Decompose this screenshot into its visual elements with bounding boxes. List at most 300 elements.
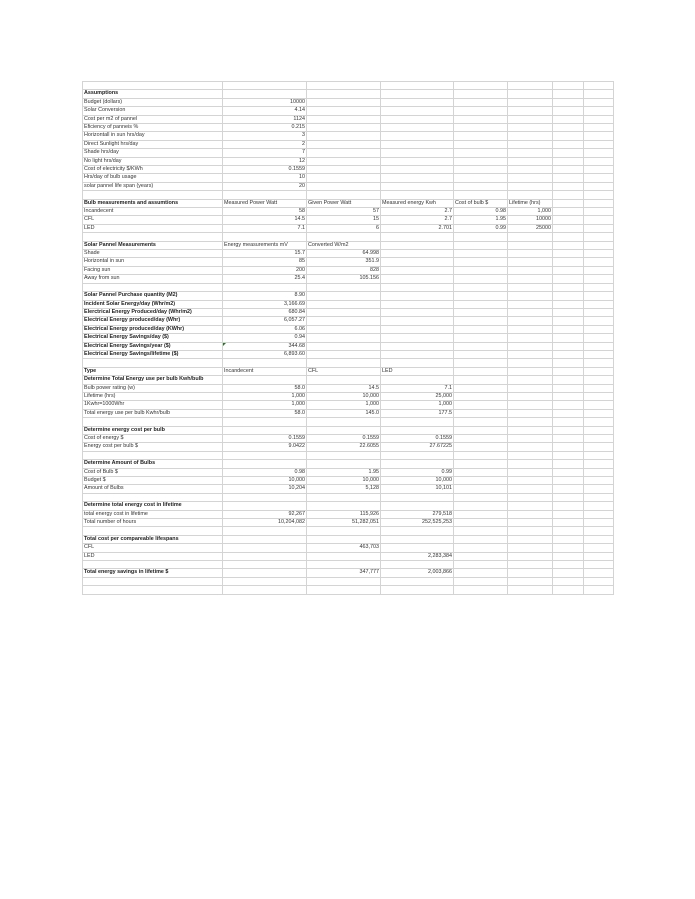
value-cell[interactable]: [584, 409, 614, 417]
value-cell[interactable]: [454, 317, 508, 325]
value-cell[interactable]: 57: [307, 208, 381, 216]
value-cell[interactable]: [454, 342, 508, 350]
value-cell[interactable]: [307, 586, 381, 594]
row-label-cell[interactable]: Electrical Energy produced/day (KWhr): [83, 325, 223, 333]
row-label-cell[interactable]: Horizontall in sun hrs/day: [83, 132, 223, 140]
value-cell[interactable]: 51,282,051: [307, 519, 381, 527]
row-label-cell[interactable]: Incident Solar Energy/day (Whr/m2): [83, 300, 223, 308]
value-cell[interactable]: [553, 182, 584, 190]
value-cell[interactable]: [584, 577, 614, 585]
value-cell[interactable]: 0.94: [223, 334, 307, 342]
value-cell[interactable]: [381, 317, 454, 325]
value-cell[interactable]: [307, 359, 381, 367]
value-cell[interactable]: [553, 519, 584, 527]
value-cell[interactable]: [223, 376, 307, 384]
value-cell[interactable]: [584, 115, 614, 123]
row-label-cell[interactable]: [83, 493, 223, 501]
value-cell[interactable]: [223, 552, 307, 560]
value-cell[interactable]: [454, 90, 508, 98]
value-cell[interactable]: Incandecent: [223, 367, 307, 375]
value-cell[interactable]: [454, 308, 508, 316]
value-cell[interactable]: [508, 376, 553, 384]
value-cell[interactable]: [381, 300, 454, 308]
value-cell[interactable]: 7.1: [381, 384, 454, 392]
value-cell[interactable]: [584, 199, 614, 207]
value-cell[interactable]: [553, 149, 584, 157]
value-cell[interactable]: [307, 376, 381, 384]
value-cell[interactable]: [223, 418, 307, 426]
value-cell[interactable]: [508, 149, 553, 157]
value-cell[interactable]: Lifetime (hrs): [508, 199, 553, 207]
value-cell[interactable]: [381, 561, 454, 569]
value-cell[interactable]: [307, 577, 381, 585]
value-cell[interactable]: 0.99: [381, 468, 454, 476]
value-cell[interactable]: [381, 166, 454, 174]
value-cell[interactable]: [584, 510, 614, 518]
value-cell[interactable]: [381, 577, 454, 585]
value-cell[interactable]: [508, 124, 553, 132]
value-cell[interactable]: [553, 174, 584, 182]
value-cell[interactable]: [553, 451, 584, 459]
value-cell[interactable]: [307, 174, 381, 182]
value-cell[interactable]: [508, 418, 553, 426]
value-cell[interactable]: [381, 182, 454, 190]
value-cell[interactable]: [454, 124, 508, 132]
value-cell[interactable]: [381, 174, 454, 182]
value-cell[interactable]: [454, 510, 508, 518]
row-label-cell[interactable]: [83, 451, 223, 459]
value-cell[interactable]: 0.1559: [223, 434, 307, 442]
value-cell[interactable]: [307, 292, 381, 300]
value-cell[interactable]: [508, 561, 553, 569]
value-cell[interactable]: [553, 586, 584, 594]
value-cell[interactable]: [307, 124, 381, 132]
value-cell[interactable]: [381, 283, 454, 291]
value-cell[interactable]: [508, 275, 553, 283]
value-cell[interactable]: [381, 350, 454, 358]
value-cell[interactable]: 1.95: [454, 216, 508, 224]
value-cell[interactable]: [454, 166, 508, 174]
value-cell[interactable]: [454, 434, 508, 442]
value-cell[interactable]: [584, 527, 614, 535]
value-cell[interactable]: [508, 166, 553, 174]
value-cell[interactable]: 10,000: [307, 476, 381, 484]
value-cell[interactable]: [381, 233, 454, 241]
value-cell[interactable]: [223, 493, 307, 501]
value-cell[interactable]: [508, 350, 553, 358]
value-cell[interactable]: 0.215: [223, 124, 307, 132]
value-cell[interactable]: [223, 191, 307, 199]
value-cell[interactable]: [454, 191, 508, 199]
value-cell[interactable]: 6.06: [223, 325, 307, 333]
value-cell[interactable]: [553, 359, 584, 367]
value-cell[interactable]: 10,101: [381, 485, 454, 493]
value-cell[interactable]: [223, 586, 307, 594]
value-cell[interactable]: [508, 586, 553, 594]
value-cell[interactable]: [454, 300, 508, 308]
value-cell[interactable]: [508, 460, 553, 468]
value-cell[interactable]: 58.0: [223, 409, 307, 417]
value-cell[interactable]: [553, 418, 584, 426]
value-cell[interactable]: [508, 392, 553, 400]
value-cell[interactable]: [454, 350, 508, 358]
row-label-cell[interactable]: [83, 418, 223, 426]
value-cell[interactable]: [454, 451, 508, 459]
row-label-cell[interactable]: Lifetime (hrs): [83, 392, 223, 400]
value-cell[interactable]: [381, 535, 454, 543]
value-cell[interactable]: [508, 544, 553, 552]
value-cell[interactable]: [381, 502, 454, 510]
value-cell[interactable]: [381, 149, 454, 157]
row-label-cell[interactable]: [83, 191, 223, 199]
value-cell[interactable]: 92,267: [223, 510, 307, 518]
value-cell[interactable]: [553, 199, 584, 207]
value-cell[interactable]: [381, 191, 454, 199]
value-cell[interactable]: [454, 359, 508, 367]
value-cell[interactable]: 64.998: [307, 250, 381, 258]
value-cell[interactable]: [584, 292, 614, 300]
row-label-cell[interactable]: [83, 586, 223, 594]
value-cell[interactable]: [584, 132, 614, 140]
row-label-cell[interactable]: Cost of energy $: [83, 434, 223, 442]
value-cell[interactable]: 1.95: [307, 468, 381, 476]
value-cell[interactable]: [508, 107, 553, 115]
value-cell[interactable]: [454, 98, 508, 106]
value-cell[interactable]: [553, 115, 584, 123]
row-label-cell[interactable]: Total energy savings in lifetime $: [83, 569, 223, 577]
row-label-cell[interactable]: [83, 283, 223, 291]
value-cell[interactable]: [307, 502, 381, 510]
value-cell[interactable]: [307, 149, 381, 157]
row-label-cell[interactable]: CFL: [83, 544, 223, 552]
value-cell[interactable]: [553, 460, 584, 468]
value-cell[interactable]: 58: [223, 208, 307, 216]
value-cell[interactable]: [508, 527, 553, 535]
value-cell[interactable]: [553, 342, 584, 350]
value-cell[interactable]: 0.98: [223, 468, 307, 476]
value-cell[interactable]: 2,283,384: [381, 552, 454, 560]
value-cell[interactable]: [553, 561, 584, 569]
value-cell[interactable]: 1,000: [381, 401, 454, 409]
value-cell[interactable]: 5,128: [307, 485, 381, 493]
value-cell[interactable]: [381, 292, 454, 300]
value-cell[interactable]: [381, 90, 454, 98]
row-label-cell[interactable]: [83, 233, 223, 241]
value-cell[interactable]: [584, 224, 614, 232]
value-cell[interactable]: [381, 132, 454, 140]
value-cell[interactable]: [584, 502, 614, 510]
value-cell[interactable]: [508, 552, 553, 560]
value-cell[interactable]: [223, 451, 307, 459]
value-cell[interactable]: [307, 451, 381, 459]
value-cell[interactable]: [307, 342, 381, 350]
value-cell[interactable]: [584, 392, 614, 400]
value-cell[interactable]: [454, 460, 508, 468]
value-cell[interactable]: 828: [307, 266, 381, 274]
value-cell[interactable]: [307, 157, 381, 165]
value-cell[interactable]: [454, 502, 508, 510]
value-cell[interactable]: [553, 350, 584, 358]
value-cell[interactable]: [454, 115, 508, 123]
row-label-cell[interactable]: Shade hrs/day: [83, 149, 223, 157]
row-label-cell[interactable]: Assumptions: [83, 90, 223, 98]
value-cell[interactable]: 22.6055: [307, 443, 381, 451]
value-cell[interactable]: 344.68: [223, 342, 307, 350]
value-cell[interactable]: [454, 107, 508, 115]
value-cell[interactable]: 6,893.60: [223, 350, 307, 358]
value-cell[interactable]: [454, 376, 508, 384]
value-cell[interactable]: [508, 241, 553, 249]
value-cell[interactable]: [508, 334, 553, 342]
value-cell[interactable]: [553, 317, 584, 325]
value-cell[interactable]: [584, 350, 614, 358]
value-cell[interactable]: [454, 258, 508, 266]
row-label-cell[interactable]: Electrical Energy Savings/year ($): [83, 342, 223, 350]
value-cell[interactable]: [508, 132, 553, 140]
value-cell[interactable]: 25.4: [223, 275, 307, 283]
value-cell[interactable]: [454, 233, 508, 241]
value-cell[interactable]: [584, 317, 614, 325]
value-cell[interactable]: [553, 527, 584, 535]
value-cell[interactable]: [553, 140, 584, 148]
value-cell[interactable]: [307, 334, 381, 342]
value-cell[interactable]: [454, 325, 508, 333]
value-cell[interactable]: 8.90: [223, 292, 307, 300]
value-cell[interactable]: [584, 401, 614, 409]
value-cell[interactable]: [584, 552, 614, 560]
value-cell[interactable]: [508, 98, 553, 106]
value-cell[interactable]: [454, 275, 508, 283]
value-cell[interactable]: [307, 552, 381, 560]
row-label-cell[interactable]: Determine energy cost per bulb: [83, 426, 223, 434]
value-cell[interactable]: [584, 82, 614, 90]
row-label-cell[interactable]: Hrs/day of bulb usage: [83, 174, 223, 182]
value-cell[interactable]: [508, 283, 553, 291]
row-label-cell[interactable]: Eficiency of panneis %: [83, 124, 223, 132]
row-label-cell[interactable]: Direct Sunlight hrs/day: [83, 140, 223, 148]
value-cell[interactable]: [553, 157, 584, 165]
row-label-cell[interactable]: [83, 527, 223, 535]
value-cell[interactable]: [553, 82, 584, 90]
value-cell[interactable]: [307, 82, 381, 90]
value-cell[interactable]: [381, 157, 454, 165]
value-cell[interactable]: [584, 384, 614, 392]
value-cell[interactable]: [508, 485, 553, 493]
value-cell[interactable]: [584, 569, 614, 577]
value-cell[interactable]: [584, 266, 614, 274]
value-cell[interactable]: [307, 426, 381, 434]
value-cell[interactable]: [508, 476, 553, 484]
value-cell[interactable]: [584, 460, 614, 468]
value-cell[interactable]: Measured energy Kwh: [381, 199, 454, 207]
value-cell[interactable]: 10000: [223, 98, 307, 106]
value-cell[interactable]: 2.7: [381, 216, 454, 224]
value-cell[interactable]: [584, 283, 614, 291]
value-cell[interactable]: [553, 510, 584, 518]
value-cell[interactable]: [307, 561, 381, 569]
value-cell[interactable]: [553, 266, 584, 274]
value-cell[interactable]: [553, 367, 584, 375]
value-cell[interactable]: [454, 493, 508, 501]
row-label-cell[interactable]: Budget (dollars): [83, 98, 223, 106]
value-cell[interactable]: [508, 140, 553, 148]
row-label-cell[interactable]: Electrical Energy produced/day (Whr): [83, 317, 223, 325]
value-cell[interactable]: [307, 527, 381, 535]
value-cell[interactable]: [307, 140, 381, 148]
value-cell[interactable]: 0.98: [454, 208, 508, 216]
value-cell[interactable]: [553, 384, 584, 392]
row-label-cell[interactable]: Facing sun: [83, 266, 223, 274]
value-cell[interactable]: [584, 90, 614, 98]
row-label-cell[interactable]: Incandecent: [83, 208, 223, 216]
value-cell[interactable]: [454, 283, 508, 291]
value-cell[interactable]: [454, 367, 508, 375]
value-cell[interactable]: [307, 460, 381, 468]
value-cell[interactable]: 10,204: [223, 485, 307, 493]
value-cell[interactable]: [307, 233, 381, 241]
value-cell[interactable]: [584, 544, 614, 552]
value-cell[interactable]: Measured Power Watt: [223, 199, 307, 207]
value-cell[interactable]: 2,003,866: [381, 569, 454, 577]
value-cell[interactable]: [553, 443, 584, 451]
value-cell[interactable]: [454, 443, 508, 451]
value-cell[interactable]: [223, 359, 307, 367]
row-label-cell[interactable]: Budget $: [83, 476, 223, 484]
value-cell[interactable]: [508, 157, 553, 165]
value-cell[interactable]: 20: [223, 182, 307, 190]
row-label-cell[interactable]: Cost per m2 of pannel: [83, 115, 223, 123]
value-cell[interactable]: [307, 98, 381, 106]
value-cell[interactable]: [508, 317, 553, 325]
value-cell[interactable]: [381, 241, 454, 249]
value-cell[interactable]: [553, 334, 584, 342]
value-cell[interactable]: [584, 485, 614, 493]
value-cell[interactable]: 10: [223, 174, 307, 182]
value-cell[interactable]: 1,000: [508, 208, 553, 216]
value-cell[interactable]: [553, 191, 584, 199]
value-cell[interactable]: [508, 308, 553, 316]
value-cell[interactable]: [381, 82, 454, 90]
value-cell[interactable]: [553, 409, 584, 417]
value-cell[interactable]: [553, 241, 584, 249]
value-cell[interactable]: [223, 90, 307, 98]
row-label-cell[interactable]: Total cost per compareable lifespans: [83, 535, 223, 543]
value-cell[interactable]: 463,703: [307, 544, 381, 552]
value-cell[interactable]: [223, 535, 307, 543]
value-cell[interactable]: 25000: [508, 224, 553, 232]
value-cell[interactable]: 12: [223, 157, 307, 165]
value-cell[interactable]: [454, 401, 508, 409]
row-label-cell[interactable]: Amount of Bulbs: [83, 485, 223, 493]
value-cell[interactable]: [508, 250, 553, 258]
value-cell[interactable]: [553, 493, 584, 501]
value-cell[interactable]: [553, 502, 584, 510]
value-cell[interactable]: [454, 426, 508, 434]
value-cell[interactable]: [454, 527, 508, 535]
row-label-cell[interactable]: [83, 359, 223, 367]
value-cell[interactable]: 3,166.69: [223, 300, 307, 308]
value-cell[interactable]: [381, 451, 454, 459]
value-cell[interactable]: [454, 485, 508, 493]
value-cell[interactable]: 1,000: [307, 401, 381, 409]
value-cell[interactable]: [307, 166, 381, 174]
value-cell[interactable]: [508, 367, 553, 375]
value-cell[interactable]: [584, 166, 614, 174]
value-cell[interactable]: LED: [381, 367, 454, 375]
value-cell[interactable]: 7.1: [223, 224, 307, 232]
row-label-cell[interactable]: Cost of Bulb $: [83, 468, 223, 476]
value-cell[interactable]: [454, 140, 508, 148]
value-cell[interactable]: [223, 544, 307, 552]
value-cell[interactable]: [508, 451, 553, 459]
value-cell[interactable]: [307, 493, 381, 501]
value-cell[interactable]: [508, 90, 553, 98]
value-cell[interactable]: [553, 90, 584, 98]
value-cell[interactable]: 351.9: [307, 258, 381, 266]
value-cell[interactable]: [508, 468, 553, 476]
row-label-cell[interactable]: Solar Conversion: [83, 107, 223, 115]
value-cell[interactable]: [584, 325, 614, 333]
value-cell[interactable]: [223, 82, 307, 90]
row-label-cell[interactable]: 1Kwhr=1000Whr: [83, 401, 223, 409]
value-cell[interactable]: [454, 409, 508, 417]
value-cell[interactable]: [508, 426, 553, 434]
value-cell[interactable]: 58.0: [223, 384, 307, 392]
row-label-cell[interactable]: Bulb power rating (w): [83, 384, 223, 392]
value-cell[interactable]: [553, 258, 584, 266]
row-label-cell[interactable]: Elerctrical Energy Produced/day (Whr/m2): [83, 308, 223, 316]
value-cell[interactable]: [553, 283, 584, 291]
value-cell[interactable]: [553, 224, 584, 232]
value-cell[interactable]: 7: [223, 149, 307, 157]
value-cell[interactable]: [381, 258, 454, 266]
value-cell[interactable]: [454, 535, 508, 543]
value-cell[interactable]: [553, 308, 584, 316]
value-cell[interactable]: [307, 182, 381, 190]
value-cell[interactable]: [508, 174, 553, 182]
row-label-cell[interactable]: Type: [83, 367, 223, 375]
value-cell[interactable]: [381, 342, 454, 350]
value-cell[interactable]: [584, 241, 614, 249]
value-cell[interactable]: [508, 233, 553, 241]
row-label-cell[interactable]: Determine Total Energy use per bulb Kwh/bulb: [83, 376, 223, 384]
value-cell[interactable]: [454, 182, 508, 190]
value-cell[interactable]: [381, 115, 454, 123]
row-label-cell[interactable]: No light hrs/day: [83, 157, 223, 165]
value-cell[interactable]: [553, 376, 584, 384]
row-label-cell[interactable]: Shade: [83, 250, 223, 258]
value-cell[interactable]: [508, 401, 553, 409]
value-cell[interactable]: [307, 283, 381, 291]
value-cell[interactable]: [223, 233, 307, 241]
value-cell[interactable]: [553, 535, 584, 543]
value-cell[interactable]: 2: [223, 140, 307, 148]
value-cell[interactable]: [454, 544, 508, 552]
value-cell[interactable]: [553, 392, 584, 400]
value-cell[interactable]: [553, 250, 584, 258]
value-cell[interactable]: [454, 334, 508, 342]
value-cell[interactable]: [584, 258, 614, 266]
row-label-cell[interactable]: Energy cost per bulb $: [83, 443, 223, 451]
row-label-cell[interactable]: total energy cost in lifetime: [83, 510, 223, 518]
value-cell[interactable]: [553, 208, 584, 216]
value-cell[interactable]: [454, 292, 508, 300]
value-cell[interactable]: [584, 493, 614, 501]
value-cell[interactable]: [553, 401, 584, 409]
value-cell[interactable]: 25,000: [381, 392, 454, 400]
row-label-cell[interactable]: [83, 561, 223, 569]
value-cell[interactable]: [584, 191, 614, 199]
